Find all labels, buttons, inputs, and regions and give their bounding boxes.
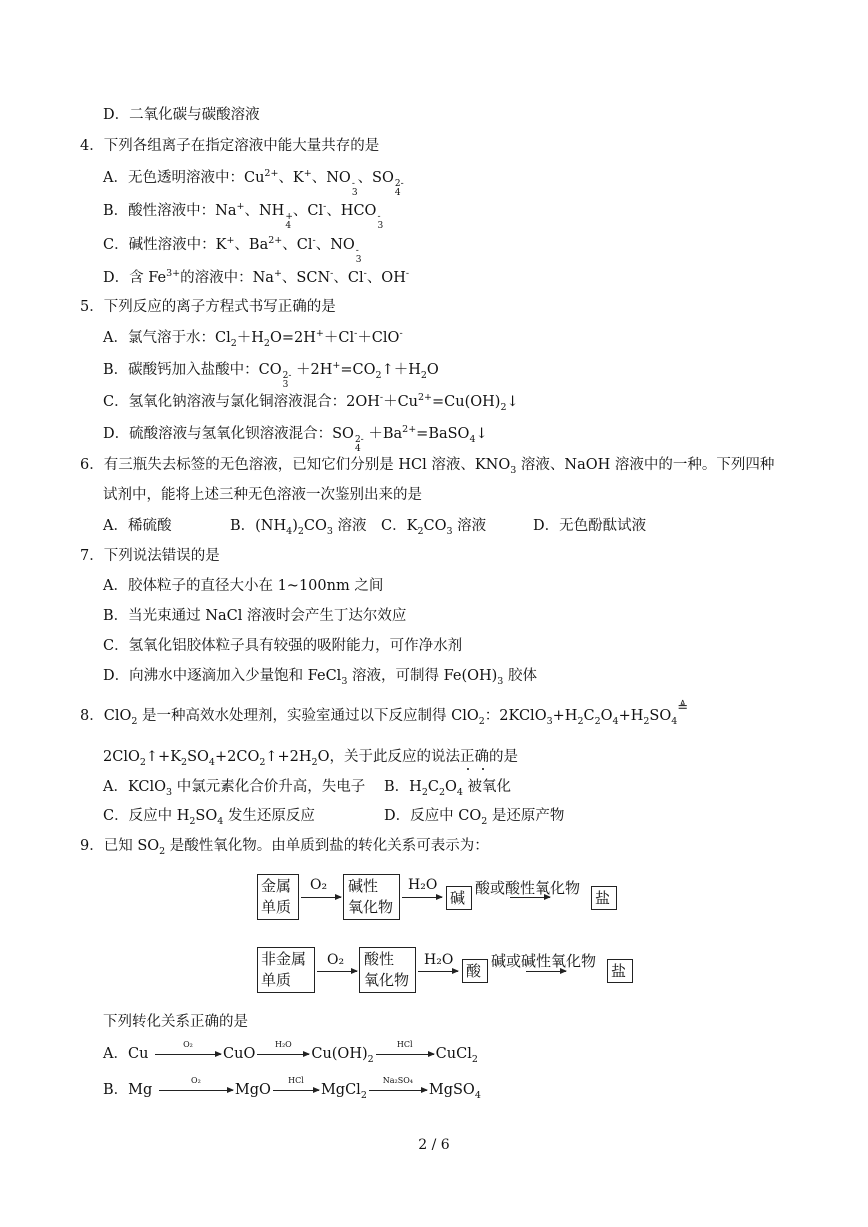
box-acidic-oxide: 酸性 氧化物 — [359, 947, 416, 993]
arrow-label-h2o: H₂O — [424, 952, 454, 968]
q7-option-d: D．向沸水中逐滴加入少量饱和 FeCl$_3$ 溶液，可制得 $Fe(OH)_3$ 胶体 — [103, 668, 537, 687]
q9-option-b: B．Mg O₂ MgO HCl MgCl$_2$ Na₂SO₄ MgSO$_4$ — [103, 1076, 481, 1101]
box-base: 碱 — [446, 886, 472, 910]
q8-option-b: B．$H_2C_2O_4$ 被氧化 — [384, 779, 512, 798]
q6-stem-2: 试剂中，能将上述三种无色溶液一次鉴别出来的是 — [103, 487, 422, 503]
q7-option-c: C．氢氧化铝胶体粒子具有较强的吸附能力，可作净水剂 — [103, 638, 463, 654]
arrow-label-o2: O₂ — [327, 952, 345, 968]
box-acid: 酸 — [462, 959, 488, 983]
q4-option-c: C．碱性溶液中：K+、$Ba^{2+}$、Cl-、NO - 3 — [103, 235, 362, 265]
q3-option-d: D．二氧化碳与碳酸溶液 — [103, 107, 260, 123]
q8-stem: 8．ClO$_2$ 是一种高效水处理剂，实验室通过以下反应制得 ClO$_2$：$2KClO_3+H_2C_2O_4+H_2SO_4≜$ — [80, 700, 689, 727]
q8-option-a: A．KClO$_3$ 中氯元素化合价升高，失电子 — [103, 779, 366, 798]
q6-option-a: A．稀硫酸 — [103, 518, 172, 534]
arrow — [418, 971, 458, 972]
q8-option-d: D．反应中 $CO_2$ 是还原产物 — [384, 808, 565, 827]
box-salt: 盐 — [607, 959, 633, 983]
box-basic-oxide: 碱性 氧化物 — [343, 874, 400, 920]
q5-stem: 5．下列反应的离子方程式书写正确的是 — [80, 299, 336, 315]
q6-stem: 6．有三瓶失去标签的无色溶液，已知它们分别是 HCl 溶液、$KNO_3$ 溶液、NaOH 溶液中的一种。下列四种 — [80, 457, 775, 476]
arrow — [510, 897, 550, 898]
arrow — [317, 971, 357, 972]
arrow — [526, 971, 566, 972]
q9-option-a: A．Cu O₂ CuO H₂O $Cu(OH)_2$ HCl CuCl$_2$ — [103, 1040, 478, 1065]
q9-question: 下列转化关系正确的是 — [103, 1014, 248, 1030]
arrow — [402, 897, 442, 898]
arrow-label-h2o: H₂O — [408, 877, 438, 893]
q6-option-b: B．$(NH_4)_2CO_3$ 溶液 — [230, 518, 367, 537]
arrow-label-o2: O₂ — [310, 877, 328, 893]
q5-option-a: A．氯气溶于水：$Cl_2+H_2O=2H^++Cl^-+ClO^-$ — [103, 328, 403, 349]
q8-option-c: C．反应中 $H_2SO_4$ 发生还原反应 — [103, 808, 315, 827]
q4-stem: 4．下列各组离子在指定溶液中能大量共存的是 — [80, 138, 380, 154]
q4-option-d: D．含 $Fe^{3+}$的溶液中：Na+、SCN-、Cl-、OH- — [103, 268, 410, 286]
arrow-label-base: 碱或碱性氧化物 — [491, 952, 597, 970]
q7-option-b: B．当光束通过 NaCl 溶液时会产生丁达尔效应 — [103, 608, 407, 624]
q8-equation: $2ClO_2↑+K_2SO_4+2CO_2↑+2H_2O$，关于此反应的说法正确的是 — [103, 749, 518, 768]
q6-option-d: D．无色酚酞试液 — [533, 518, 647, 534]
arrow-label-acid: 酸或酸性氧化物 — [475, 879, 581, 897]
q4-option-b: B．酸性溶液中：Na+、NH + 4 、Cl-、HCO - 3 — [103, 201, 384, 231]
q5-option-b: B．碳酸钙加入盐酸中：CO 2- 3 $+2H^+=CO_2↑+H_2O$ — [103, 360, 439, 390]
q9-stem: 9．已知 $SO_2$ 是酸性氧化物。由单质到盐的转化关系可表示为： — [80, 838, 489, 857]
q5-option-d: D．硫酸溶液与氢氧化钡溶液混合：SO 2- 4 $+Ba^{2+}=BaSO_4↓$ — [103, 424, 488, 454]
page-number: 2 / 6 — [418, 1137, 450, 1153]
box-metal-element: 金属 单质 — [257, 874, 299, 920]
q7-option-a: A．胶体粒子的直径大小在 1~100nm 之间 — [103, 578, 384, 594]
q7-stem: 7．下列说法错误的是 — [80, 548, 220, 564]
box-nonmetal-element: 非金属 单质 — [257, 947, 315, 993]
arrow — [301, 897, 341, 898]
q5-option-c: C．氢氧化钠溶液与氯化铜溶液混合：$2OH^-+Cu^{2+}=Cu(OH)_2↓$ — [103, 392, 519, 413]
q6-option-c: C．$K_2CO_3$ 溶液 — [381, 518, 487, 537]
q4-option-a: A．无色透明溶液中：$Cu^{2+}$、K+、NO - 3 、SO 2- 4 — [103, 168, 404, 198]
box-salt: 盐 — [591, 886, 617, 910]
